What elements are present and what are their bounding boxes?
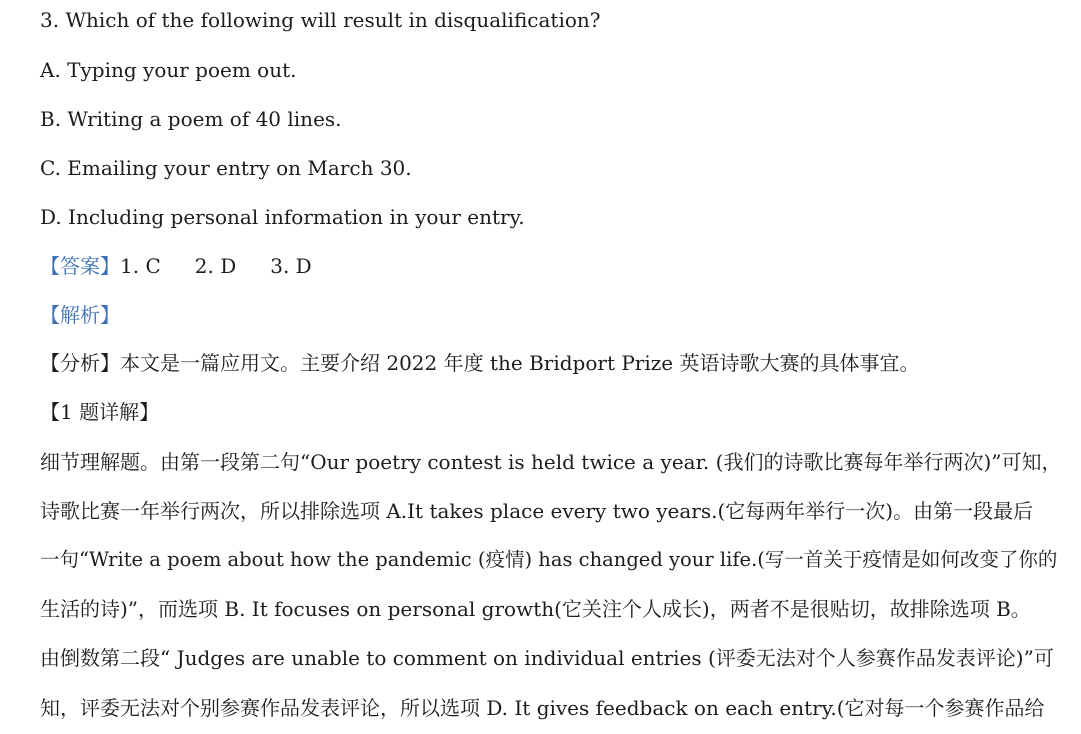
analysis-label: 【解析】: [40, 303, 120, 327]
answer-item-3: 3. D: [270, 254, 312, 278]
detail-heading: 【1 题详解】: [40, 400, 160, 424]
question-stem: 3. Which of the following will result in disqualification?: [40, 8, 601, 32]
answer-item-1: 1. C: [120, 254, 161, 278]
option-b: B. Writing a poem of 40 lines.: [40, 107, 342, 131]
detail-line-1: 细节理解题。由第一段第二句“Our poetry contest is held twice a year. (我们的诗歌比赛每年举行两次)”可知，: [40, 450, 1062, 474]
option-a: A. Typing your poem out.: [40, 58, 297, 82]
analysis-summary: 【分析】本文是一篇应用文。主要介绍 2022 年度 the Bridport Prize 英语诗歌大赛的具体事宜。: [40, 351, 920, 375]
answer-item-2: 2. D: [194, 254, 237, 278]
answer-line: [40, 252, 312, 280]
option-d: D. Including personal information in your entry.: [40, 205, 525, 229]
detail-line-5: 由倒数第二段“ Judges are unable to comment on individual entries (评委无法对个人参赛作品发表评论)”可: [40, 646, 1054, 670]
detail-line-4: 生活的诗)”，而选项 B. It focuses on personal growth(它关注个人成长)，两者不是很贴切，故排除选项 B。: [40, 597, 1031, 621]
option-c: C. Emailing your entry on March 30.: [40, 156, 412, 180]
answer-label: 【答案】: [40, 254, 120, 278]
detail-line-6: 知，评委无法对个别参赛作品发表评论，所以选项 D. It gives feedback on each entry.(它对每一个参赛作品给: [40, 696, 1045, 720]
detail-line-2: 诗歌比赛一年举行两次，所以排除选项 A.It takes place every two years.(它每两年举行一次)。由第一段最后: [40, 499, 1034, 523]
detail-line-3: 一句“Write a poem about how the pandemic (疫情) has changed your life.(写一首关于疫情是如何改变了你的: [40, 548, 1058, 571]
